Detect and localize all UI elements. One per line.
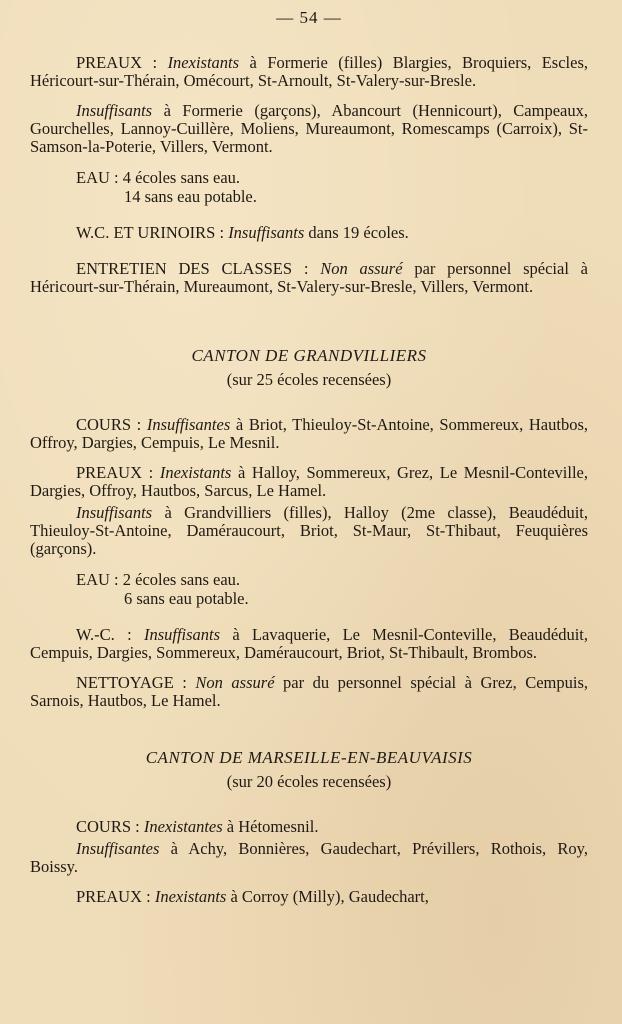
gv-preaux-paragraph: [30, 464, 588, 500]
canton-marseille-subtitle: (sur 20 écoles recensées): [226, 772, 392, 791]
gv-nettoyage-text: par du personnel spécial à Grez, Cempuis, Sarnois, Hautbos, Le Hamel.: [30, 673, 589, 710]
gv-insuffisants-paragraph: [30, 504, 588, 558]
mb-insuffisantes-paragraph: [30, 840, 588, 876]
mb-insuffisantes-status: Insuffisantes: [76, 839, 160, 858]
gv-nettoyage-label: NETTOYAGE :: [76, 673, 196, 692]
mb-preaux-paragraph: [30, 888, 588, 906]
preaux-label: PREAUX :: [76, 53, 168, 72]
gv-cours-paragraph: [30, 416, 588, 452]
eau-block: [76, 168, 588, 206]
mb-preaux-text: à Corroy (Milly), Gaudechart,: [226, 887, 429, 906]
eau-line-1: EAU : 4 écoles sans eau.: [76, 168, 241, 187]
mb-cours-paragraph: [30, 818, 588, 836]
gv-eau-line-2: 6 sans eau potable.: [124, 589, 249, 608]
wc-status: Insuffisants: [228, 223, 305, 242]
mb-insuffisantes-text: à Achy, Bonnières, Gaudechart, Prévillers, Rothois, Roy, Boissy.: [30, 839, 588, 876]
insuffisants-text: à Formerie (garçons), Abancourt (Hennicourt), Campeaux, Gourchelles, Lannoy-Cuillère, Moliens, Mureaumont, Romescamps (Carroix), St-Samson-la-Poterie, Villers, Vermont.: [30, 101, 588, 156]
canton-marseille-title: CANTON DE MARSEILLE-EN-BEAUVAISIS: [145, 748, 473, 767]
gv-preaux-status: Inexistants: [159, 463, 232, 482]
preaux-status: Inexistants: [167, 53, 240, 72]
canton-grandvilliers-subtitle: (sur 25 écoles recensées): [226, 370, 392, 389]
mb-cours-text: à Hétomesnil.: [222, 817, 319, 836]
eau-line-2: 14 sans eau potable.: [124, 187, 257, 206]
canton-grandvilliers-title: CANTON DE GRANDVILLIERS: [191, 346, 427, 365]
mb-cours-label: COURS :: [76, 817, 144, 836]
preaux-paragraph: [30, 54, 588, 90]
gv-preaux-label: PREAUX :: [76, 463, 160, 482]
gv-insuffisants-status: Insuffisants: [76, 503, 153, 522]
gv-eau-line-1: EAU : 2 écoles sans eau.: [76, 570, 241, 589]
mb-preaux-label: PREAUX :: [76, 887, 155, 906]
gv-wc-text: à Lavaquerie, Le Mesnil-Conteville, Beaudéduit, Cempuis, Dargies, Sommereux, Daméraucourt, Briot, St-Thibault, Brombos.: [30, 625, 588, 662]
gv-wc-paragraph: [30, 626, 588, 662]
gv-preaux-text: à Halloy, Sommereux, Grez, Le Mesnil-Conteville, Dargies, Offroy, Hautbos, Sarcus, Le Hamel.: [30, 463, 588, 500]
entretien-paragraph: [30, 260, 588, 296]
gv-nettoyage-status: Non assuré: [195, 673, 275, 692]
insuffisants-status: Insuffisants: [76, 101, 153, 120]
gv-wc-label: W.-C. :: [76, 625, 144, 644]
entretien-status: Non assuré: [320, 259, 403, 278]
wc-label: W.C. ET URINOIRS :: [76, 223, 229, 242]
gv-cours-text: à Briot, Thieuloy-St-Antoine, Sommereux, Hautbos, Offroy, Dargies, Cempuis, Le Mesnil.: [30, 415, 588, 452]
mb-preaux-status: Inexistants: [154, 887, 227, 906]
entretien-text: par personnel spécial à Héricourt-sur-Thérain, Mureaumont, St-Valery-sur-Bresle, Villers, Vermont.: [30, 259, 589, 296]
page-number: — 54 —: [276, 8, 342, 27]
insuffisants-paragraph: [30, 102, 588, 156]
gv-eau-block: [76, 570, 588, 608]
gv-insuffisants-text: à Grandvilliers (filles), Halloy (2me classe), Beaudéduit, Thieuloy-St-Antoine, Daméraucourt, Briot, St-Maur, St-Thibaut, Feuquières (garçons).: [30, 503, 588, 558]
entretien-label: ENTRETIEN DES CLASSES :: [76, 259, 321, 278]
gv-wc-status: Insuffisants: [143, 625, 221, 644]
wc-text: dans 19 écoles.: [304, 223, 409, 242]
preaux-text: à Formerie (filles) Blargies, Broquiers, Escles, Héricourt-sur-Thérain, Omécourt, St-Arnoult, St-Valery-sur-Bresle.: [30, 53, 589, 90]
mb-cours-status: Inexistantes: [143, 817, 223, 836]
gv-nettoyage-paragraph: [30, 674, 588, 710]
wc-paragraph: [30, 224, 588, 242]
gv-cours-status: Insuffisantes: [146, 415, 231, 434]
gv-cours-label: COURS :: [76, 415, 147, 434]
